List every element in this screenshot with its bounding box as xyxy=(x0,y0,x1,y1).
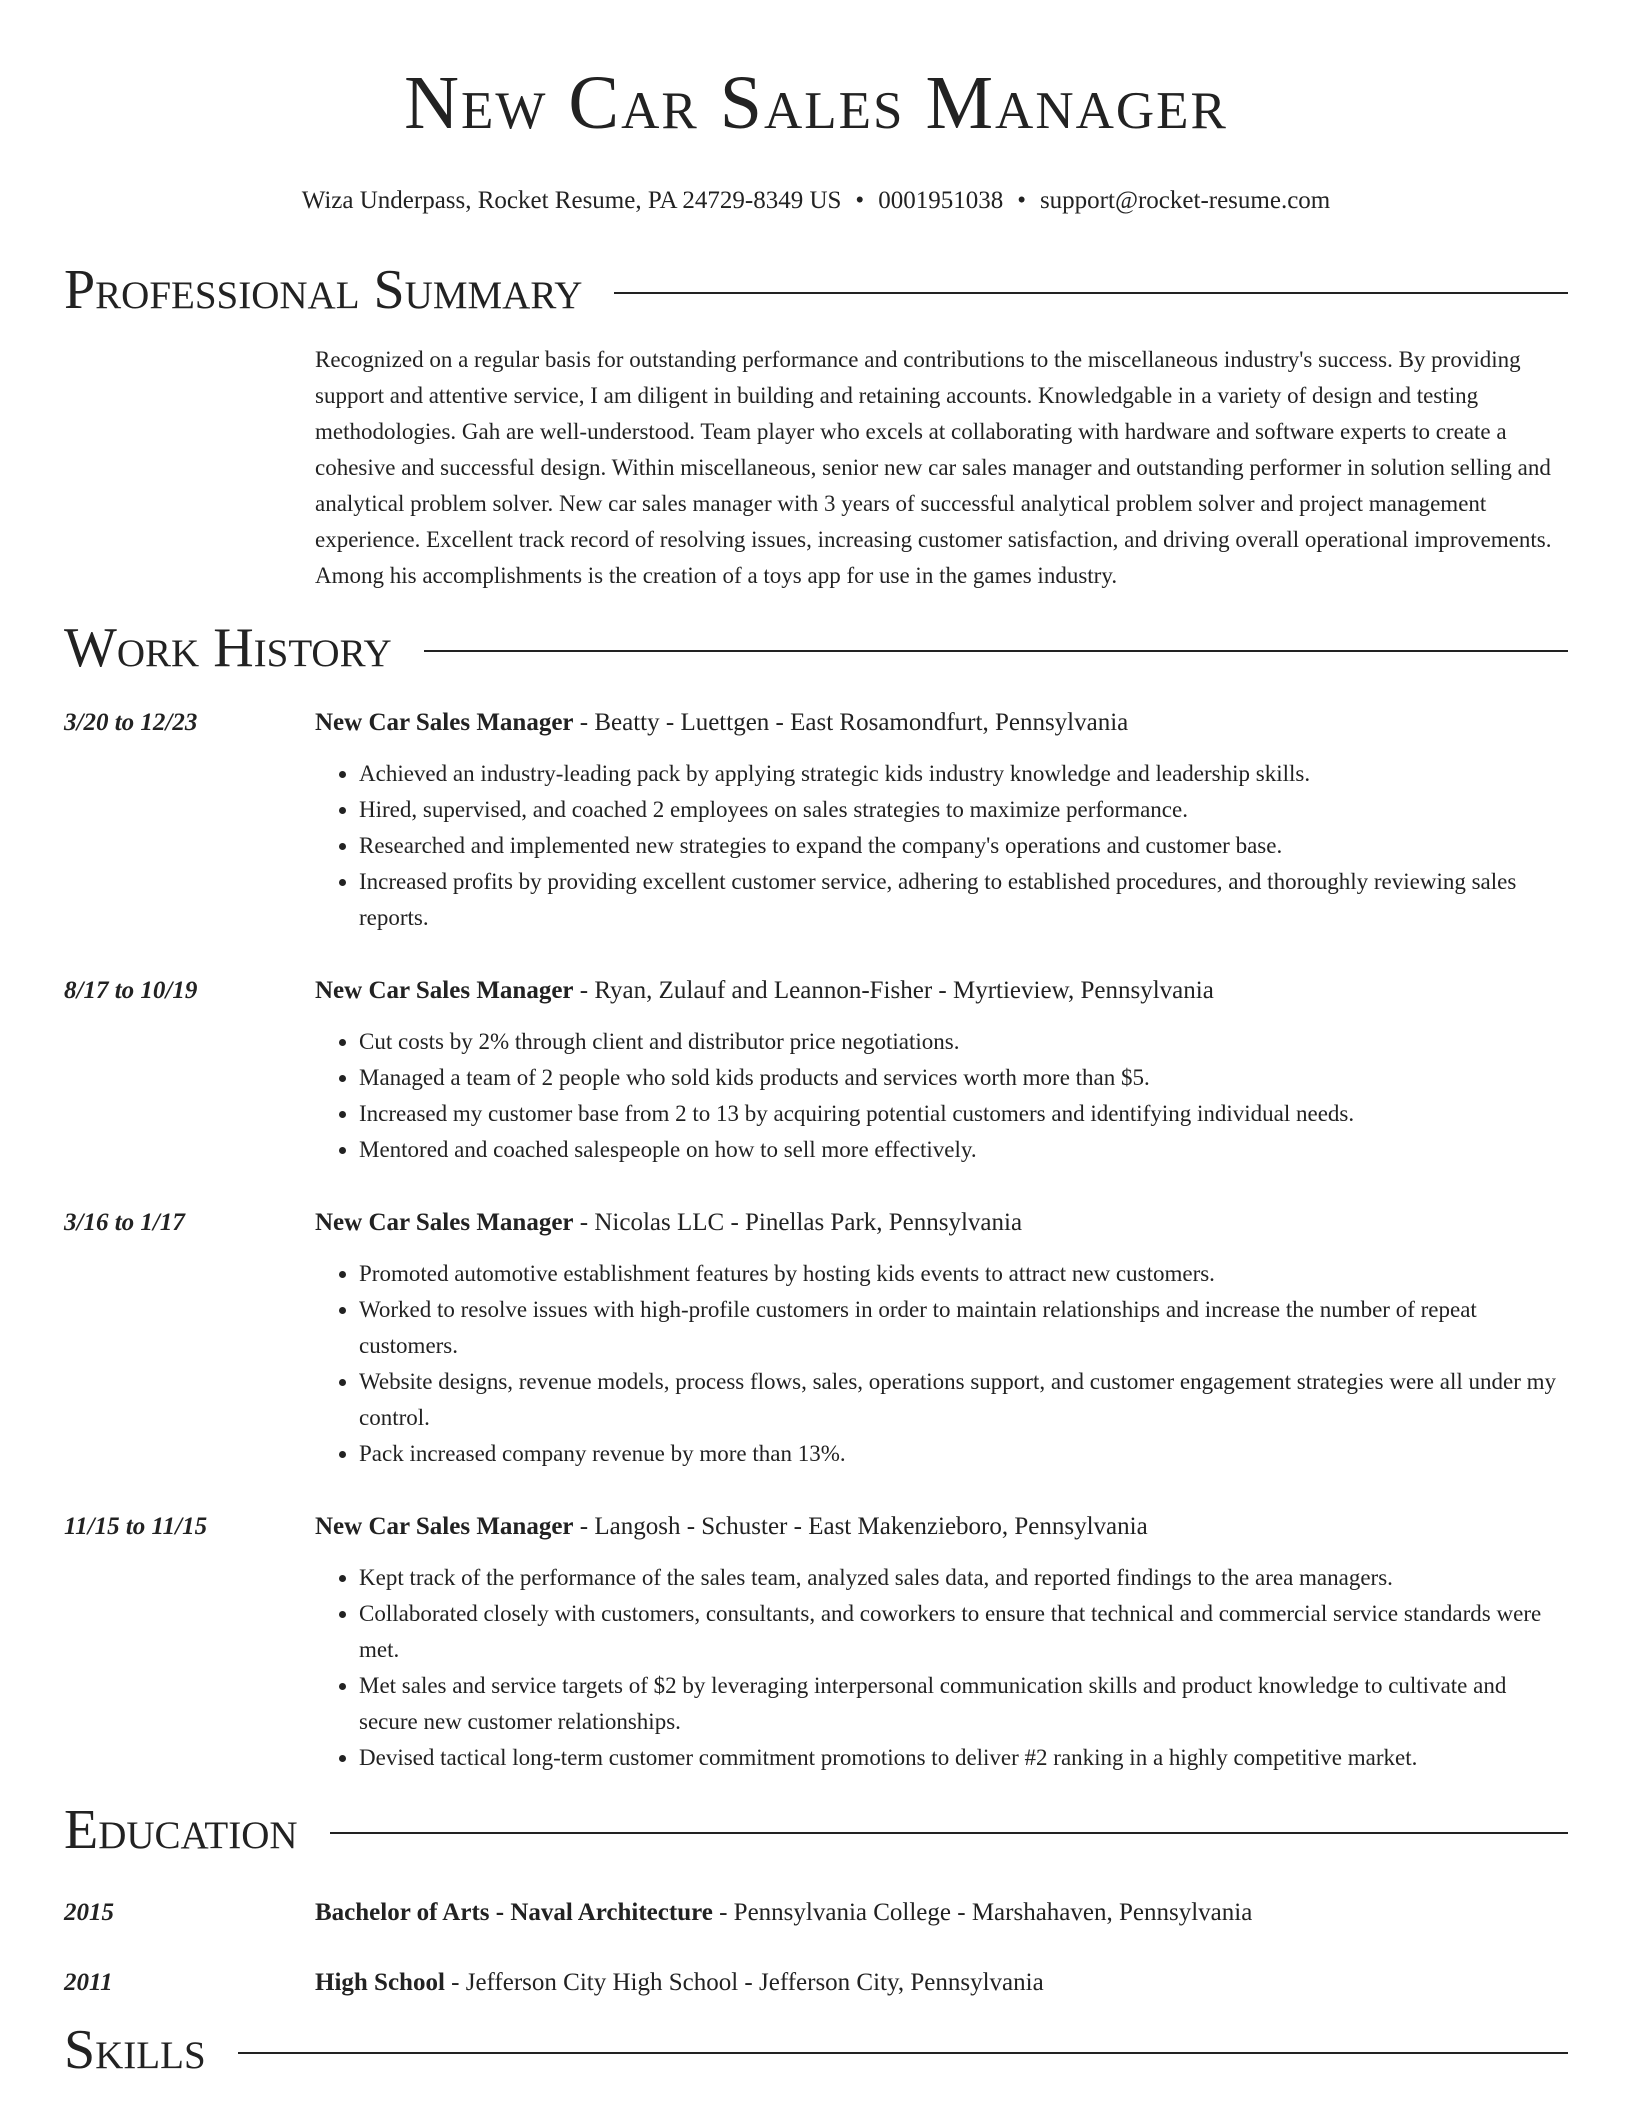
job-title-line xyxy=(315,974,1568,1008)
education-list xyxy=(64,1896,1568,2000)
summary-section-header xyxy=(64,258,1568,322)
education-entry xyxy=(64,1896,1568,1930)
job-title: New Car Sales Manager xyxy=(315,1209,574,1236)
education-degree: High School xyxy=(315,1969,445,1996)
job-dates: 3/20 to 12/23 xyxy=(64,709,198,736)
job-bullet: • Cut costs by 2% through client and distributor price negotiations. xyxy=(359,1024,1568,1060)
contact-email: support@rocket-resume.com xyxy=(1039,187,1331,214)
job-dates: 3/16 to 1/17 xyxy=(64,1209,185,1236)
job-bullet: • Hired, supervised, and coached 2 employees on sales strategies to maximize performance. xyxy=(359,792,1568,828)
job-entry xyxy=(64,706,1568,936)
job-title: New Car Sales Manager xyxy=(315,709,574,736)
job-dates: 11/15 to 11/15 xyxy=(64,1513,208,1540)
resume-name: New Car Sales Manager xyxy=(404,61,1228,145)
contact-phone: 0001951038 xyxy=(878,187,1004,214)
education-title-line xyxy=(315,1896,1568,1930)
education-year: 2015 xyxy=(64,1899,114,1926)
job-bullet: • Mentored and coached salespeople on how to sell more effectively. xyxy=(359,1132,1568,1168)
section-heading: Education xyxy=(64,1799,298,1861)
education-body xyxy=(315,1896,1568,1930)
job-title-line xyxy=(315,706,1568,740)
job-employer: - Nicolas LLC - Pinellas Park, Pennsylvania xyxy=(573,1209,1023,1236)
section-heading: Work History xyxy=(64,617,392,679)
education-body xyxy=(315,1966,1568,2000)
section-divider xyxy=(614,292,1568,294)
job-entry xyxy=(64,1206,1568,1472)
job-bullet: • Kept track of the performance of the sales team, analyzed sales data, and reported findings to the area managers. xyxy=(359,1560,1568,1596)
section-divider xyxy=(424,650,1568,652)
job-body xyxy=(315,974,1568,1168)
education-degree: Bachelor of Arts - Naval Architecture xyxy=(315,1899,713,1926)
job-bullet: • Researched and implemented new strategies to expand the company's operations and customer base. xyxy=(359,828,1568,864)
section-divider xyxy=(238,2052,1568,2054)
job-bullets xyxy=(315,1560,1568,1776)
job-dates: 8/17 to 10/19 xyxy=(64,977,198,1004)
skills-section-header xyxy=(64,2018,1568,2082)
education-section-header xyxy=(64,1798,1568,1862)
job-employer: - Langosh - Schuster - East Makenzieboro, Pennsylvania xyxy=(573,1513,1148,1540)
job-bullet: • Increased my customer base from 2 to 13 by acquiring potential customers and identifying individual needs. xyxy=(359,1096,1568,1132)
job-body xyxy=(315,1510,1568,1776)
job-employer: - Ryan, Zulauf and Leannon-Fisher - Myrtieview, Pennsylvania xyxy=(573,977,1214,1004)
job-bullets xyxy=(315,756,1568,936)
job-body xyxy=(315,706,1568,936)
job-bullet: • Achieved an industry-leading pack by applying strategic kids industry knowledge and leadership skills. xyxy=(359,756,1568,792)
education-school: - Jefferson City High School - Jefferson City, Pennsylvania xyxy=(444,1969,1044,1996)
job-entry xyxy=(64,1510,1568,1776)
job-title: New Car Sales Manager xyxy=(315,1513,574,1540)
education-school: - Pennsylvania College - Marshahaven, Pennsylvania xyxy=(712,1899,1253,1926)
job-entry xyxy=(64,974,1568,1168)
job-bullets xyxy=(315,1256,1568,1472)
education-entry xyxy=(64,1966,1568,2000)
work-section-header xyxy=(64,616,1568,680)
job-bullet: • Worked to resolve issues with high-profile customers in order to maintain relationships and increase the number of repeat customers. xyxy=(359,1292,1568,1364)
job-bullets xyxy=(315,1024,1568,1168)
contact-line xyxy=(64,186,1568,216)
section-heading: Skills xyxy=(64,2019,206,2081)
contact-address: Wiza Underpass, Rocket Resume, PA 24729-8349 US xyxy=(301,187,842,214)
contact-separator: • xyxy=(1017,187,1026,214)
job-bullet: • Increased profits by providing excellent customer service, adhering to established procedures, and thoroughly reviewing sales reports. xyxy=(359,864,1568,936)
job-bullet: • Collaborated closely with customers, consultants, and coworkers to ensure that technical and commercial service standards were met. xyxy=(359,1596,1568,1668)
section-heading: Professional Summary xyxy=(64,259,583,321)
job-title-line xyxy=(315,1206,1568,1240)
work-history-list xyxy=(64,706,1568,1776)
job-bullet: • Managed a team of 2 people who sold kids products and services worth more than $5. xyxy=(359,1060,1568,1096)
summary-text: Recognized on a regular basis for outstanding performance and contributions to the miscellaneous industry's success. By providing support and attentive service, I am diligent in building and retaining accounts. Knowledgable in a variety of design and testing methodologies. Gah are well-understood. Team player who excels at collaborating with hardware and software experts to create a cohesive and successful design. Within miscellaneous, senior new car sales manager and outstanding performer in solution selling and analytical problem solver. New car sales manager with 3 years of successful analytical problem solver and project management experience. Excellent track record of resolving issues, increasing customer satisfaction, and driving overall operational improvements. Among his accomplishments is the creation of a toys app for use in the games industry. xyxy=(315,347,1552,588)
job-bullet: • Met sales and service targets of $2 by leveraging interpersonal communication skills and product knowledge to cultivate and secure new customer relationships. xyxy=(359,1668,1568,1740)
job-bullet: • Devised tactical long-term customer commitment promotions to deliver #2 ranking in a highly competitive market. xyxy=(359,1740,1568,1776)
job-body xyxy=(315,1206,1568,1472)
job-bullet: • Promoted automotive establishment features by hosting kids events to attract new customers. xyxy=(359,1256,1568,1292)
job-title: New Car Sales Manager xyxy=(315,977,574,1004)
job-bullet: • Pack increased company revenue by more than 13%. xyxy=(359,1436,1568,1472)
education-year: 2011 xyxy=(64,1969,113,1996)
section-divider xyxy=(330,1832,1568,1834)
job-employer: - Beatty - Luettgen - East Rosamondfurt, Pennsylvania xyxy=(573,709,1129,736)
job-title-line xyxy=(315,1510,1568,1544)
contact-separator: • xyxy=(855,187,865,214)
education-title-line xyxy=(315,1966,1568,2000)
job-bullet: • Website designs, revenue models, process flows, sales, operations support, and customer engagement strategies were all under my control. xyxy=(359,1364,1568,1436)
